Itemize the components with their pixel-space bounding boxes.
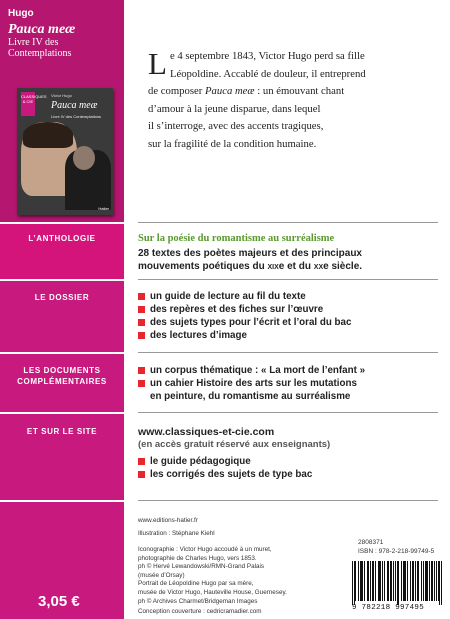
book-title-main: Pauca meæ <box>8 22 76 37</box>
barcode-bar <box>379 561 380 601</box>
barcode-bar <box>384 561 385 601</box>
barcode-bar <box>358 561 359 601</box>
barcode-bar <box>398 561 399 605</box>
book-title <box>8 22 75 59</box>
barcode-bar <box>426 561 427 601</box>
barcode-bar <box>367 561 368 601</box>
barcode-bar <box>393 561 394 601</box>
barcode-bar <box>372 561 373 601</box>
barcode-bar <box>403 561 404 601</box>
label-dossier: LE DOSSIER <box>34 293 90 302</box>
list-item-text: des sujets types pour l’écrit et l’oral du bac <box>150 317 352 328</box>
intro-paragraph <box>148 48 398 153</box>
section-divider <box>138 412 438 413</box>
list-item <box>138 455 312 468</box>
sidebar-divider <box>0 222 124 224</box>
photo-figure-head <box>73 146 95 170</box>
bullet-icon <box>138 306 145 313</box>
barcode-bar <box>378 561 379 601</box>
site-note: (en accès gratuit réservé aux enseignants) <box>138 439 331 450</box>
section-divider <box>138 352 438 353</box>
barcode-bar <box>438 561 439 601</box>
price: 3,05 € <box>38 593 80 610</box>
bullet-icon <box>138 380 145 387</box>
barcode-bar <box>439 561 440 605</box>
documents-list <box>138 364 365 403</box>
intro-line: il s’interroge, avec des accents tragiques, <box>148 120 324 132</box>
design-credit: Conception couverture : cedricramadier.com <box>138 608 262 615</box>
barcode-bar <box>395 561 396 601</box>
barcode-bar <box>354 561 355 605</box>
century-19: XIX <box>267 264 279 271</box>
reference-number: 2808371 <box>358 539 384 546</box>
barcode-bars <box>352 561 442 605</box>
list-item-text: un corpus thématique : « La mort de l’enfant » <box>150 365 366 376</box>
label-site: ET SUR LE SITE <box>26 427 98 436</box>
author-name: Hugo <box>8 8 34 19</box>
list-item <box>138 468 312 481</box>
cover-author: Victor Hugo <box>51 93 72 98</box>
sidebar-anthologie-panel <box>0 222 124 279</box>
credit-line: ph © Hervé Lewandowski/RMN-Grand Palais <box>138 563 265 571</box>
barcode-bar <box>387 561 388 601</box>
list-item-text: les corrigés des sujets de type bac <box>150 469 313 480</box>
barcode-bar <box>410 561 411 601</box>
section-divider <box>138 500 438 501</box>
list-item-continuation <box>138 390 365 403</box>
barcode-bar <box>434 561 435 601</box>
bullet-icon <box>138 458 145 465</box>
label-documents-line2: COMPLÉMENTAIRES <box>17 377 107 386</box>
barcode-bar <box>375 561 376 601</box>
illustration-credit: Illustration : Stéphane Kiehl <box>138 530 215 537</box>
anthologie-text <box>138 247 438 274</box>
drop-cap: L <box>148 46 167 81</box>
barcode-bar <box>404 561 405 601</box>
list-item <box>138 290 351 303</box>
intro-line: sur la fragilité de la condition humaine. <box>148 137 317 150</box>
list-item-text: un cahier Histoire des arts sur les mutations <box>150 378 357 389</box>
barcode-digits: 9 782218 997495 <box>352 604 425 612</box>
barcode-bar <box>380 561 381 601</box>
site-url[interactable]: www.classiques-et-cie.com <box>138 426 275 438</box>
barcode-bar <box>436 561 437 601</box>
barcode-bar <box>390 561 391 601</box>
cover-thumbnail <box>17 88 113 215</box>
cover-title: Pauca meæ <box>51 100 98 111</box>
century-20: XX <box>313 264 324 271</box>
barcode-bar <box>423 561 424 601</box>
list-item <box>138 377 365 390</box>
list-item <box>138 303 351 316</box>
intro-line <box>148 83 398 101</box>
anthologie-text-line2a: mouvements poétiques du <box>138 261 268 272</box>
intro-line-end: : un émouvant chant <box>254 85 345 97</box>
section-divider <box>138 222 438 223</box>
list-item-text: en peinture, du romantisme au surréalisme <box>150 391 351 402</box>
list-item-text: un guide de lecture au fil du texte <box>150 291 306 302</box>
barcode-bar <box>391 561 392 601</box>
section-divider <box>138 279 438 280</box>
label-anthologie: L’ANTHOLOGIE <box>28 234 96 243</box>
dossier-list <box>138 290 351 342</box>
sidebar-divider <box>0 352 124 354</box>
portrait-hair <box>23 122 73 148</box>
barcode-bar <box>432 561 433 601</box>
barcode-bar <box>407 561 408 601</box>
barcode-bar <box>382 561 383 601</box>
bullet-icon <box>138 293 145 300</box>
cover-badge: CLASSIQUES & CIE <box>21 92 35 116</box>
anthologie-title: Sur la poésie du romantisme au surréalisme <box>138 233 335 244</box>
anthologie-text-line2c: e siècle. <box>323 261 363 272</box>
barcode-bar <box>427 561 428 601</box>
book-subtitle-line1: Livre IV des <box>8 37 59 48</box>
barcode-bar <box>388 561 389 601</box>
barcode-bar <box>355 561 356 601</box>
intro-line: d’amour à la jeune disparue, dans lequel <box>148 102 321 115</box>
intro-line: Léopoldine. Accablé de douleur, il entreprend <box>169 67 366 80</box>
anthologie-text-line1: 28 textes des poètes majeurs et des principaux <box>138 248 362 259</box>
cover-publisher: Hatier <box>98 206 109 211</box>
barcode-bar <box>360 561 361 601</box>
barcode-bar <box>397 561 398 605</box>
credit-line: (musée d’Orsay) <box>138 571 185 579</box>
barcode-bar <box>441 561 442 605</box>
label-documents <box>0 365 124 387</box>
barcode-bar <box>431 561 432 601</box>
barcode-bar <box>370 561 371 601</box>
book-subtitle-line2: Contemplations <box>8 48 72 59</box>
barcode-bar <box>421 561 422 601</box>
sidebar-divider <box>0 412 124 414</box>
list-item <box>138 364 365 377</box>
credit-line: Portrait de Léopoldine Hugo par sa mère, <box>138 580 254 588</box>
barcode-bar <box>401 561 402 601</box>
barcode-bar <box>352 561 353 605</box>
barcode-bar <box>413 561 414 601</box>
bullet-icon <box>138 319 145 326</box>
sidebar-divider <box>0 279 124 281</box>
barcode-bar <box>373 561 374 601</box>
cover-subtitle: Livre IV des Contemplations <box>51 114 102 119</box>
bullet-icon <box>138 332 145 339</box>
barcode-bar <box>405 561 406 601</box>
barcode-bar <box>417 561 418 601</box>
anthologie-text-line2b: e et du <box>278 261 314 272</box>
bullet-icon <box>138 367 145 374</box>
list-item <box>138 316 351 329</box>
sidebar-divider <box>0 500 124 502</box>
credit-line: musée de Victor Hugo, Hauteville House, Guernesey. <box>138 588 287 596</box>
label-documents-line1: LES DOCUMENTS <box>23 366 101 375</box>
barcode-bar <box>425 561 426 601</box>
intro-work-title: Pauca meæ <box>204 85 255 97</box>
publisher-website[interactable]: www.editions-hatier.fr <box>138 517 198 524</box>
site-list <box>138 455 312 481</box>
barcode-bar <box>368 561 369 601</box>
credit-line: photographie de Charles Hugo, vers 1853. <box>138 554 257 562</box>
bullet-icon <box>138 471 145 478</box>
reference-block <box>358 538 434 556</box>
list-item <box>138 329 351 342</box>
credit-line: ph © Archives Charmet/Bridgeman Images <box>138 597 258 605</box>
list-item-text: le guide pédagogique <box>150 456 251 467</box>
barcode-bar <box>429 561 430 601</box>
barcode-bar <box>362 561 363 601</box>
barcode-bar <box>361 561 362 601</box>
intro-line: e 4 septembre 1843, Victor Hugo perd sa fille <box>169 50 365 62</box>
list-item-text: des repères et des fiches sur l’œuvre <box>150 304 324 315</box>
barcode <box>352 561 442 609</box>
barcode-bar <box>415 561 416 601</box>
barcode-bar <box>364 561 365 601</box>
barcode-bar <box>418 561 419 601</box>
isbn: ISBN : 978-2-218-99749-5 <box>358 548 435 555</box>
list-item-text: des lectures d’image <box>150 330 247 341</box>
barcode-bar <box>412 561 413 601</box>
intro-line-start: de composer <box>148 85 205 97</box>
credit-line: Iconographie : Victor Hugo accoudé à un muret, <box>138 546 272 553</box>
iconography-credits <box>138 546 287 606</box>
